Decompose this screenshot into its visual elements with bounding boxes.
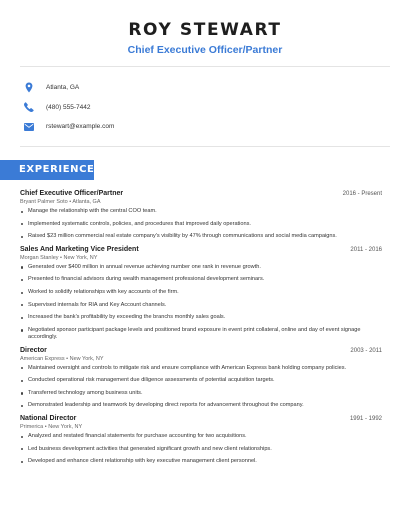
job-entry	[20, 190, 382, 240]
job-bullet: Maintained oversight and controls to mitigate risk and ensure compliance with American Express bank holding company policies.	[20, 365, 382, 372]
job-location: New York, NY	[69, 355, 104, 362]
job-company: Bryant Palmer Soto	[20, 199, 68, 205]
job-bullet: Supervised internals for RIA and Key Account channels.	[20, 302, 382, 309]
job-location: Atlanta, GA	[72, 199, 101, 205]
job-bullet: Implemented systematic controls, policies, and procedures that improved daily operations.	[20, 221, 382, 228]
contact-info	[20, 78, 390, 137]
job-company: Morgan Stanley	[20, 254, 59, 261]
job-bullet: Increased the bank's profitability by exceeding the branchs monthly sales goals.	[20, 314, 382, 321]
job-bullet: Presented to financial advisors during wealth management professional development seminars.	[20, 276, 382, 283]
job-dates: 2003 - 2011	[350, 347, 382, 354]
phone-text: (480) 555-7442	[46, 103, 91, 111]
job-title: Sales And Marketing Vice President	[20, 245, 139, 253]
job-entry	[20, 415, 382, 465]
header-divider	[20, 66, 390, 67]
job-title: Chief Executive Officer/Partner	[20, 190, 124, 197]
job-bullet: Negotiated sponsor participant package levels and positioned brand exposure in event print collateral, online and day of event signage accordingly.	[20, 327, 382, 342]
contact-email	[20, 117, 390, 137]
contact-location	[20, 78, 390, 98]
job-title: Director	[20, 346, 47, 354]
job-company: American Express	[20, 355, 65, 362]
job-bullet: Worked to solidify relationships with key accounts of the firm.	[20, 289, 382, 296]
job-bullet: Developed and enhance client relationship with key executive management client personnel.	[20, 458, 382, 465]
job-dates: 2016 - Present	[342, 191, 382, 197]
job-title: National Director	[20, 415, 77, 423]
job-entry	[20, 347, 382, 410]
candidate-role: Chief Executive Officer/Partner	[127, 44, 283, 56]
resume-header	[0, 0, 410, 56]
section-heading-experience	[0, 160, 94, 180]
job-dates: 1991 - 1992	[349, 416, 382, 423]
job-bullet: Conducted operational risk management due diligence assessments of potential acquisition targets.	[20, 377, 382, 384]
job-bullet: Raised $23 million commercial real estate company's visibility by 47% through communications and social media campaigns.	[20, 233, 382, 240]
job-company-line: American Express • New York, NY	[20, 355, 104, 362]
job-location: New York, NY	[48, 424, 83, 431]
job-bullet: Analyzed and restated financial statements for purchase accounting for two acquisitions.	[20, 433, 382, 440]
contact-divider	[20, 146, 390, 147]
job-bullet: Manage the relationship with the central COO team.	[20, 208, 382, 215]
job-entry	[20, 246, 382, 342]
job-bullets	[20, 433, 382, 465]
job-bullet: Demonstrated leadership and teamwork by developing direct reports for advancement throughout the company.	[20, 402, 382, 409]
section-title: EXPERIENCE	[19, 164, 95, 175]
phone-icon	[22, 100, 36, 114]
job-bullets	[20, 264, 382, 342]
contact-phone	[20, 98, 390, 118]
map-pin-icon	[22, 81, 36, 95]
job-company-line: Primerica • New York, NY	[20, 424, 83, 431]
job-bullets	[20, 208, 382, 240]
email-icon	[22, 120, 36, 134]
job-location: New York, NY	[63, 254, 98, 261]
job-company: Primerica	[20, 424, 44, 431]
location-text: Atlanta, GA	[46, 84, 80, 92]
experience-list	[20, 190, 382, 471]
job-bullets	[20, 365, 382, 410]
job-bullet: Transferred technology among business units.	[20, 390, 382, 397]
job-dates: 2011 - 2016	[350, 246, 382, 253]
job-company-line: Bryant Palmer Soto • Atlanta, GA	[20, 199, 101, 205]
job-company-line: Morgan Stanley • New York, NY	[20, 254, 98, 261]
email-text: rstewart@example.com	[46, 123, 115, 131]
job-bullet: Led business development activities that generated significant growth and new client relationships.	[20, 446, 382, 453]
job-bullet: Generated over $400 million in annual revenue achieving number one rank in revenue growth.	[20, 264, 382, 271]
candidate-name: ROY STEWART	[128, 20, 282, 40]
